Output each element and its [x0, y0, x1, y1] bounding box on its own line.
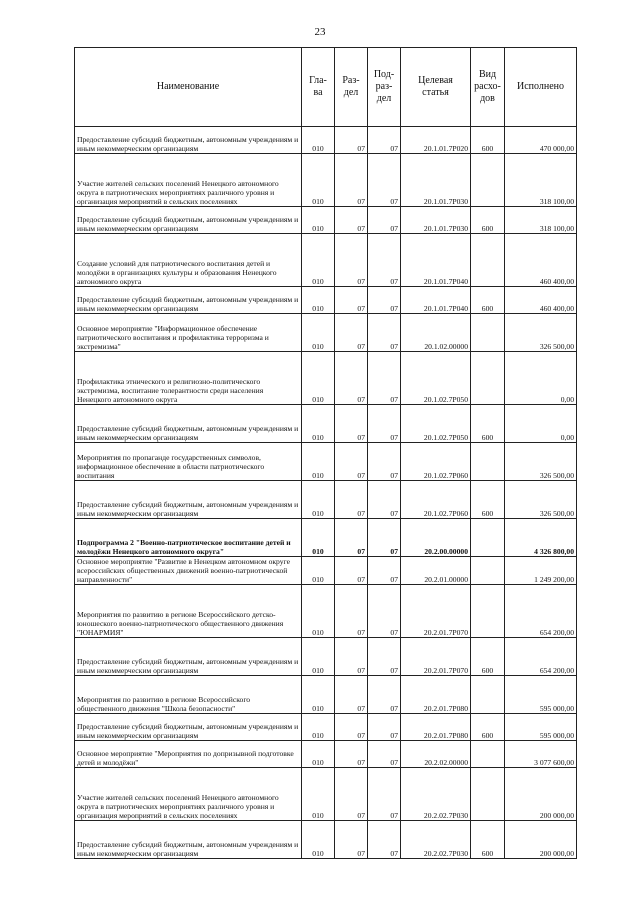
cell-target: 20.1.01.7Р040: [401, 234, 471, 287]
cell-podrazdel: 07: [368, 127, 401, 154]
cell-done: 0,00: [505, 405, 577, 443]
cell-name: Основное мероприятие "Информационное обеспечение патриотического воспитания и профилактика терроризма и экстремизма": [75, 314, 302, 352]
cell-done: 326 500,00: [505, 314, 577, 352]
cell-vid: 600: [471, 207, 505, 234]
cell-target: 20.2.01.7Р070: [401, 638, 471, 676]
cell-vid: [471, 741, 505, 768]
cell-razdel: 07: [335, 352, 368, 405]
table-row: [75, 676, 577, 714]
cell-vid: [471, 154, 505, 207]
cell-glava: 010: [302, 127, 335, 154]
table-row: [75, 714, 577, 741]
cell-glava: 010: [302, 207, 335, 234]
table-row: [75, 821, 577, 859]
cell-podrazdel: 07: [368, 314, 401, 352]
cell-vid: 600: [471, 127, 505, 154]
cell-podrazdel: 07: [368, 519, 401, 557]
cell-target: 20.2.02.7Р030: [401, 768, 471, 821]
cell-name: Основное мероприятие "Мероприятия по допризывной подготовке детей и молодёжи": [75, 741, 302, 768]
cell-vid: 600: [471, 821, 505, 859]
cell-done: 595 000,00: [505, 676, 577, 714]
header-vid: Вид расхо- дов: [471, 48, 505, 127]
cell-name: Предоставление субсидий бюджетным, автономным учреждениям и иным некоммерческим организациям: [75, 405, 302, 443]
cell-razdel: 07: [335, 714, 368, 741]
cell-razdel: 07: [335, 585, 368, 638]
cell-name: Предоставление субсидий бюджетным, автономным учреждениям и иным некоммерческим организациям: [75, 287, 302, 314]
cell-razdel: 07: [335, 676, 368, 714]
cell-vid: 600: [471, 481, 505, 519]
cell-done: 318 100,00: [505, 207, 577, 234]
cell-razdel: 07: [335, 443, 368, 481]
cell-done: 470 000,00: [505, 127, 577, 154]
cell-razdel: 07: [335, 405, 368, 443]
cell-vid: [471, 585, 505, 638]
cell-vid: 600: [471, 638, 505, 676]
cell-podrazdel: 07: [368, 207, 401, 234]
table-row: [75, 207, 577, 234]
cell-name: Предоставление субсидий бюджетным, автономным учреждениям и иным некоммерческим организациям: [75, 207, 302, 234]
cell-vid: [471, 314, 505, 352]
cell-razdel: 07: [335, 638, 368, 676]
cell-done: 654 200,00: [505, 638, 577, 676]
cell-glava: 010: [302, 154, 335, 207]
header-row: [75, 48, 577, 127]
cell-razdel: 07: [335, 234, 368, 287]
cell-name: Профилактика этнического и религиозно-политического экстремизма, воспитание толерантности среди населения Ненецкого автономного округа: [75, 352, 302, 405]
cell-done: 460 400,00: [505, 287, 577, 314]
cell-name: Мероприятия по развитию в регионе Всероссийского детско-юношеского военно-патриотического общественного движения "ЮНАРМИЯ": [75, 585, 302, 638]
table-row: [75, 154, 577, 207]
cell-name: Мероприятия по развитию в регионе Всероссийского общественного движения "Школа безопасности": [75, 676, 302, 714]
cell-name: Участие жителей сельских поселений Ненецкого автономного округа в патриотических мероприятиях различного уровня и организация мероприятий в сельских поселениях: [75, 154, 302, 207]
cell-podrazdel: 07: [368, 557, 401, 585]
cell-target: 20.1.01.7Р040: [401, 287, 471, 314]
cell-glava: 010: [302, 519, 335, 557]
cell-target: 20.1.02.00000: [401, 314, 471, 352]
cell-target: 20.2.02.7Р030: [401, 821, 471, 859]
cell-target: 20.2.01.00000: [401, 557, 471, 585]
cell-glava: 010: [302, 481, 335, 519]
cell-podrazdel: 07: [368, 234, 401, 287]
table-row: [75, 234, 577, 287]
cell-done: 318 100,00: [505, 154, 577, 207]
header-done: Исполнено: [505, 48, 577, 127]
cell-name: Подпрограмма 2 "Военно-патриотическое воспитание детей и молодёжи Ненецкого автономного округа": [75, 519, 302, 557]
cell-razdel: 07: [335, 154, 368, 207]
cell-done: 326 500,00: [505, 443, 577, 481]
cell-glava: 010: [302, 714, 335, 741]
cell-razdel: 07: [335, 557, 368, 585]
cell-target: 20.1.02.7Р060: [401, 481, 471, 519]
cell-done: 200 000,00: [505, 768, 577, 821]
cell-name: Предоставление субсидий бюджетным, автономным учреждениям и иным некоммерческим организациям: [75, 714, 302, 741]
cell-name: Основное мероприятие "Развитие в Ненецком автономном округе всероссийских общественных движений военно-патриотической направленности": [75, 557, 302, 585]
cell-razdel: 07: [335, 287, 368, 314]
table-row: [75, 519, 577, 557]
cell-vid: [471, 676, 505, 714]
cell-vid: [471, 557, 505, 585]
cell-glava: 010: [302, 768, 335, 821]
table-row: [75, 443, 577, 481]
cell-name: Предоставление субсидий бюджетным, автономным учреждениям и иным некоммерческим организациям: [75, 821, 302, 859]
cell-done: 654 200,00: [505, 585, 577, 638]
cell-podrazdel: 07: [368, 714, 401, 741]
table-row: [75, 127, 577, 154]
cell-target: 20.2.01.7Р080: [401, 714, 471, 741]
cell-done: 3 077 600,00: [505, 741, 577, 768]
budget-table: [74, 47, 577, 859]
page-number: 23: [314, 26, 326, 38]
cell-podrazdel: 07: [368, 821, 401, 859]
cell-podrazdel: 07: [368, 405, 401, 443]
cell-glava: 010: [302, 585, 335, 638]
cell-vid: [471, 768, 505, 821]
cell-target: 20.1.02.7Р060: [401, 443, 471, 481]
cell-glava: 010: [302, 821, 335, 859]
cell-vid: 600: [471, 714, 505, 741]
cell-target: 20.1.02.7Р050: [401, 352, 471, 405]
cell-podrazdel: 07: [368, 287, 401, 314]
cell-done: 0,00: [505, 352, 577, 405]
header-target: Целевая статья: [401, 48, 471, 127]
cell-done: 1 249 200,00: [505, 557, 577, 585]
cell-glava: 010: [302, 234, 335, 287]
cell-glava: 010: [302, 741, 335, 768]
table-row: [75, 405, 577, 443]
cell-vid: [471, 443, 505, 481]
cell-name: Предоставление субсидий бюджетным, автономным учреждениям и иным некоммерческим организациям: [75, 127, 302, 154]
cell-glava: 010: [302, 287, 335, 314]
table-row: [75, 585, 577, 638]
cell-done: 460 400,00: [505, 234, 577, 287]
table-row: [75, 557, 577, 585]
table-row: [75, 741, 577, 768]
cell-podrazdel: 07: [368, 676, 401, 714]
cell-vid: [471, 519, 505, 557]
cell-done: 326 500,00: [505, 481, 577, 519]
cell-razdel: 07: [335, 821, 368, 859]
cell-target: 20.1.01.7Р020: [401, 127, 471, 154]
cell-done: 595 000,00: [505, 714, 577, 741]
table-row: [75, 481, 577, 519]
cell-glava: 010: [302, 443, 335, 481]
cell-done: 200 000,00: [505, 821, 577, 859]
cell-glava: 010: [302, 638, 335, 676]
cell-podrazdel: 07: [368, 443, 401, 481]
cell-target: 20.2.01.7Р070: [401, 585, 471, 638]
cell-target: 20.1.01.7Р030: [401, 207, 471, 234]
cell-razdel: 07: [335, 519, 368, 557]
cell-target: 20.1.01.7Р030: [401, 154, 471, 207]
header-podrazdel: Под- раз- дел: [368, 48, 401, 127]
cell-podrazdel: 07: [368, 585, 401, 638]
cell-razdel: 07: [335, 207, 368, 234]
cell-razdel: 07: [335, 741, 368, 768]
cell-vid: [471, 352, 505, 405]
cell-glava: 010: [302, 676, 335, 714]
cell-name: Участие жителей сельских поселений Ненецкого автономного округа в патриотических мероприятиях различного уровня и организация мероприятий в сельских поселениях: [75, 768, 302, 821]
cell-name: Предоставление субсидий бюджетным, автономным учреждениям и иным некоммерческим организациям: [75, 638, 302, 676]
cell-glava: 010: [302, 405, 335, 443]
cell-glava: 010: [302, 557, 335, 585]
header-glava: Гла- ва: [302, 48, 335, 127]
table-row: [75, 638, 577, 676]
cell-vid: 600: [471, 405, 505, 443]
header-razdel: Раз- дел: [335, 48, 368, 127]
cell-podrazdel: 07: [368, 352, 401, 405]
cell-podrazdel: 07: [368, 481, 401, 519]
cell-target: 20.1.02.7Р050: [401, 405, 471, 443]
cell-target: 20.2.00.00000: [401, 519, 471, 557]
cell-podrazdel: 07: [368, 741, 401, 768]
cell-target: 20.2.01.7Р080: [401, 676, 471, 714]
cell-podrazdel: 07: [368, 154, 401, 207]
header-name: Наименование: [75, 48, 302, 127]
table-row: [75, 352, 577, 405]
cell-name: Мероприятия по пропаганде государственных символов, информационное обеспечение в области патриотического воспитания: [75, 443, 302, 481]
table-body: [75, 127, 577, 859]
cell-podrazdel: 07: [368, 768, 401, 821]
cell-vid: [471, 234, 505, 287]
cell-target: 20.2.02.00000: [401, 741, 471, 768]
cell-razdel: 07: [335, 314, 368, 352]
cell-vid: 600: [471, 287, 505, 314]
cell-razdel: 07: [335, 481, 368, 519]
cell-podrazdel: 07: [368, 638, 401, 676]
table-row: [75, 287, 577, 314]
cell-glava: 010: [302, 352, 335, 405]
table-row: [75, 768, 577, 821]
cell-razdel: 07: [335, 127, 368, 154]
cell-done: 4 326 800,00: [505, 519, 577, 557]
table-row: [75, 314, 577, 352]
cell-name: Создание условий для патриотического воспитания детей и молодёжи в организациях культуры и образования Ненецкого автономного округа: [75, 234, 302, 287]
cell-name: Предоставление субсидий бюджетным, автономным учреждениям и иным некоммерческим организациям: [75, 481, 302, 519]
cell-razdel: 07: [335, 768, 368, 821]
cell-glava: 010: [302, 314, 335, 352]
